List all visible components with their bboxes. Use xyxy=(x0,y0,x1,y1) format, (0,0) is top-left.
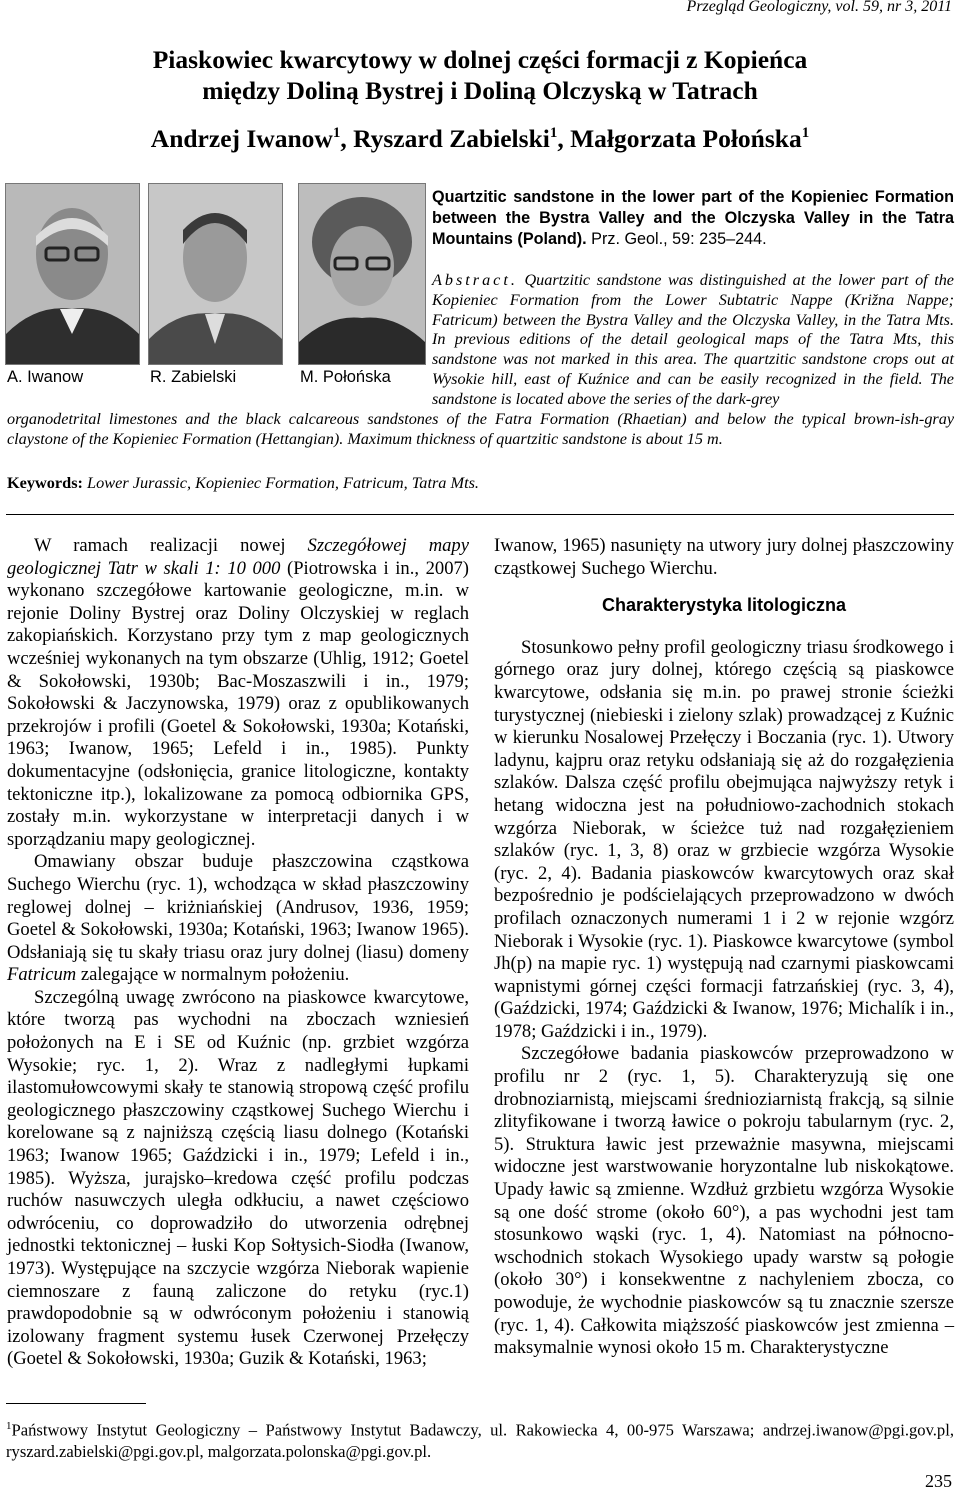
section-heading: Charakterystyka litologiczna xyxy=(601,595,847,616)
footnote xyxy=(6,1416,954,1462)
portrait-graphic xyxy=(149,184,282,364)
text: Omawiany obszar buduje płaszczowina cząstkowa Suchego Wierchu (ryc. 1), wchodząca w skład płaszczowiny reglowej dolnej – kriżniańskiej (Andrusov, 1936, 1959; Goetel & Sokołowski, 1930a; Kotański, 1963; Iwanow 1965). Odsłaniają się tu skały triasu oraz jury dolnej (liasu) domeny xyxy=(7,851,469,963)
paragraph xyxy=(7,851,469,987)
left-column xyxy=(7,535,469,1371)
keywords-text: Lower Jurassic, Kopieniec Formation, Fatricum, Tatra Mts. xyxy=(87,473,480,492)
right-column xyxy=(494,535,954,1360)
abstract-bottom xyxy=(7,410,954,450)
text: W ramach realizacji nowej xyxy=(34,535,286,556)
title-line: Piaskowiec kwarcytowy w dolnej części formacji z Kopieńca xyxy=(152,45,808,74)
text: zalegające w normalnym położeniu. xyxy=(80,964,350,986)
author-photo-polonska xyxy=(298,183,426,365)
abstract-text: Quartzitic sandstone was distinguished at the lower part of the Kopieniec Formation from the Lower Subtatric Nappe (Križna Nappe; Fatricum) between the Bystra Valley and the Olczyska Valley, in the Tatra Mts. In previous editions of the detail geological maps of the Tatra Mts, this sandstone was not marked in this area. The quartzitic sandstone crops out at Wysokie hill, east of Kuźnice and can be easily recognized in the field. The sandstone is located above the series of the dark-grey xyxy=(432,271,954,408)
page-number: 235 xyxy=(925,1471,952,1491)
author-name: Małgorzata Połońska xyxy=(570,124,802,153)
affiliation-mark: 1 xyxy=(801,125,810,141)
article-title xyxy=(0,44,960,106)
keywords xyxy=(7,473,479,493)
paragraph xyxy=(7,535,469,851)
footnote-mark: 1 xyxy=(6,1420,12,1432)
english-title-text: Quartzitic sandstone in the lower part of the Kopieniec Formation between the Bystra Valley and the Olczyska Valley in the Tatra Mountains (Poland). xyxy=(432,188,954,248)
paragraph: Szczególną uwagę zwrócono na piaskowce kwarcytowe, które tworzą pas wychodni na zboczach wzniesień położonych na E i SE od Kuźnic (np. grzbiet wzgórza Wysokie; ryc. 1, 2). Wraz z nadległymi łupkami ilastomułowcowymi skały te stanowią stropową część profilu geologicznego płaszczowiny cząstkowej Suchego Wierchu i korelowane są z najniższą częścią liasu dolnego (Kotański 1963; Iwanow 1965; Gaździcki i in., 1979; Lefeld i in., 1985). Wyższa, jurajsko–kredowa część profilu podczas ruchów nasuwczych uległa odkłuciu, a nawet częściowo odwróceniu, co doprowadziło do utworzenia odrębnej jednostki tektonicznej – łuski Kop Sołtysich-Siodła (Iwanow, 1973). Występujące na szczycie wzgórza Nieborak wapienie ciemnoszare z fauną zaliczone do retyku (ryc.1) prawdopodobnie są w odwróconym położeniu i stanowią izolowany fragment systemu łusek Czerwonej Przełęczy (Goetel & Sokołowski, 1930a; Guzik & Kotański, 1963; xyxy=(7,986,469,1370)
domain-name: Fatricum xyxy=(7,964,77,986)
journal-header: Przegląd Geologiczny, vol. 59, nr 3, 2011 xyxy=(686,0,952,15)
paragraph: Stosunkowo pełny profil geologiczny triasu środkowego i górnego oraz jury dolnej, którego częścią są piaskowce kwarcytowe, odsłania się m.in. po prawej stronie ścieżki turystycznej (niebieski i zielony szlak) prowadzącej z Kuźnic w kierunku Nosalowej Przełęczy i Boczania (ryc. 1). Utwory ladynu, kajpru oraz retyku odsłaniają się aż do rozgałęzienia szlaków. Dalsza część profilu obejmująca najwyższy retyk i hetang widoczna jest na południowo-zachodnich stokach wzgórza Nieborak, w ścieżce tuż nad rozgałęzieniem szlaków (ryc. 1, 3, 8) oraz w grzbiecie wzgórza Wysokie (ryc. 2, 4). Badania piaskowców kwarcytowych oraz skał bezpośrednio je podścielających przeprowadzono w dwóch profilach oznaczonych numerami 1 i 2 w rejonie wzgórz Nieborak i Wysokie (ryc. 1). Piaskowce kwarcytowe (symbol Jh(p) na mapie ryc. 1) występują nad czarnymi piaskowcami wapnistymi górnej części formacji fatrzańskiej (ryc. 3, 4), (Gaździcki, 1974; Gaździcki & Iwanow, 1976; Michalík i in., 1978; Gaździcki i in., 1979). xyxy=(494,636,954,1042)
author-name: Ryszard Zabielski xyxy=(353,124,550,153)
portrait-graphic xyxy=(6,184,139,364)
paragraph: Szczegółowe badania piaskowców przeprowadzono w profilu nr 2 (ryc. 1, 5). Charakteryzują się one drobnoziarnistą, miejscami średnioziarnistą frakcją, są silnie zlityfikowane i tworzą ławice o pokroju tabularnym (ryc. 2, 5). Struktura ławic jest przeważnie masywna, miejscami widoczne jest warstwowanie horyzontalne lub niskokątowe. Upady ławic są zmienne. Wzdłuż grzbietu wzgórza Wysokie są one dość strome (około 60°), a pas wychodni jest tam stosunkowo wąski (ryc. 1, 4). Natomiast na północno-wschodnich stokach Wysokiego upady warstw są połogie (około 30°) i konsekwentne z nachyleniem zbocza, co powoduje, że wychodnie piaskowców są tu znacznie szersze (ryc. 1, 4). Całkowita miąższość piaskowców jest zmienna – maksymalnie wynosi około 15 m. Charakterystyczne xyxy=(494,1043,954,1359)
abstract-label: Abstract. xyxy=(432,271,518,289)
photo-caption: R. Zabielski xyxy=(150,368,237,386)
photo-caption: M. Połońska xyxy=(300,368,391,386)
map-title: Szczegółowej mapy geologicznej Tatr w skali 1: 10 000 xyxy=(7,535,469,579)
keywords-label: Keywords: xyxy=(7,473,83,492)
english-title xyxy=(432,187,954,250)
author-photo-iwanow xyxy=(5,183,140,365)
citation: Prz. Geol., 59: 235–244. xyxy=(591,230,767,248)
affiliation-mark: 1 xyxy=(332,125,341,141)
abstract-top xyxy=(432,271,954,410)
portrait-graphic xyxy=(299,184,425,364)
text: (Piotrowska i in., 2007) wykonano szczegółowe kartowanie geologiczne, m.in. w rejonie Doliny Bystrej oraz Doliny Olczyskiej w reglach zakopiańskich. Korzystano przy tym z map geologicznych wcześniej wykonanych na tym obszarze (Uhlig, 1912; Goetel & Sokołowski, 1930b; Bac-Moszaszwili i in., 1979; Sokołowski & Jaczynowska, 1979) oraz z opublikowanych przekrojów i profili (Goetel & Sokołowski, 1930a; Kotański, 1963; Iwanow, 1965; Lefeld i in., 1985). Punkty dokumentacyjne (odsłonięcia, granice litologiczne, kontakty tektoniczne itp.), lokalizowane za pomocą odbiornika GPS, zostały m.in. wykorzystane w interpretacji danych i w sporządzaniu mapy geologicznej. xyxy=(7,557,469,850)
photo-caption: A. Iwanow xyxy=(7,368,84,386)
paragraph: Iwanow, 1965) nasunięty na utwory jury dolnej płaszczowiny cząstkowej Suchego Wierchu. xyxy=(494,535,954,579)
footnote-text: Państwowy Instytut Geologiczny – Państwowy Instytut Badawczy, ul. Rakowiecka 4, 00-975 Warszawa; andrzej.iwanow@pgi.gov.pl, ryszard.zabielski@pgi.gov.pl, malgorzata.polonska@pgi.gov.pl. xyxy=(6,1420,954,1461)
affiliation-mark: 1 xyxy=(549,125,558,141)
author-list: Andrzej Iwanow$^1$, Ryszard Zabielski$^1$, Małgorzata Połońska$^1$ xyxy=(150,124,810,153)
separator-rule xyxy=(6,514,954,515)
title-line: między Doliną Bystrej i Doliną Olczyską w Tatrach xyxy=(202,76,758,105)
footnote-rule xyxy=(6,1403,146,1404)
author-name: Andrzej Iwanow xyxy=(150,124,333,153)
author-photo-zabielski xyxy=(148,183,283,365)
abstract-continuation: organodetrital limestones and the black calcareous sandstones of the Fatra Formation (Rhaetian) and below the typical brown-ish-gray claystone of the Kopieniec Formation (Hettangian). Maximum thickness of quartzitic sandstone is about 15 m. xyxy=(7,410,954,448)
